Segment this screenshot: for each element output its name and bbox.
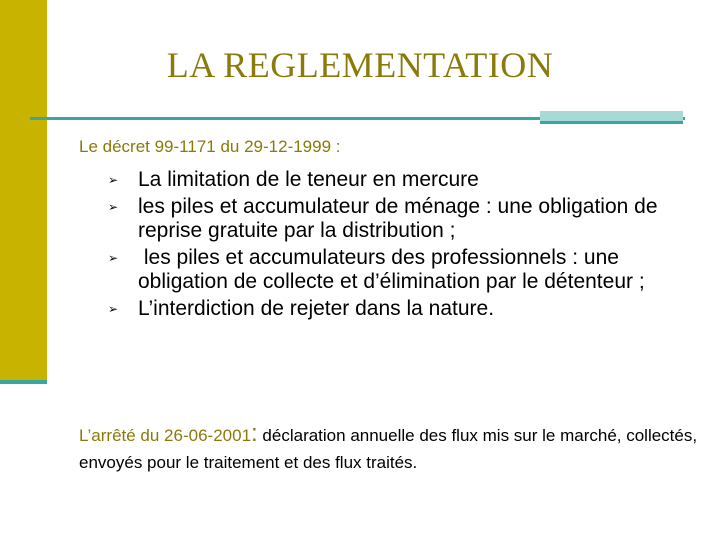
arrete-text: déclaration annuelle des flux mis sur le marché, collectés, envoyés pour le traitement et des flux traités. — [79, 426, 698, 472]
list-item — [108, 297, 698, 322]
arrete-colon: : — [251, 420, 258, 447]
bullet-text: L’interdiction de rejeter dans la nature. — [138, 296, 495, 320]
arrow-bullet-icon: ➢ — [108, 301, 119, 316]
bullet-text: les piles et accumulateurs des professionnels : une obligation de collecte et d’élimination par le détenteur ; — [138, 245, 645, 293]
bullet-list — [108, 168, 698, 323]
arrow-bullet-icon: ➢ — [108, 173, 119, 187]
list-item — [108, 168, 698, 193]
title-underline-block — [540, 111, 683, 124]
list-item — [108, 195, 698, 244]
left-decor-accent — [0, 380, 47, 384]
decree-heading: Le décret 99-1171 du 29-12-1999 : — [79, 137, 341, 156]
bullet-text: les piles et accumulateur de ménage : une obligation de reprise gratuite par la distribution ; — [138, 194, 658, 242]
arrow-bullet-icon: ➢ — [108, 199, 119, 214]
arrete-paragraph — [79, 420, 699, 476]
arrow-bullet-icon: ➢ — [108, 250, 119, 265]
list-item — [108, 246, 698, 295]
bullet-text: La limitation de le teneur en mercure — [138, 168, 479, 191]
slide-title: LA REGLEMENTATION — [166, 45, 554, 85]
arrete-lead: L’arrêté du 26-06-2001 — [79, 426, 252, 445]
